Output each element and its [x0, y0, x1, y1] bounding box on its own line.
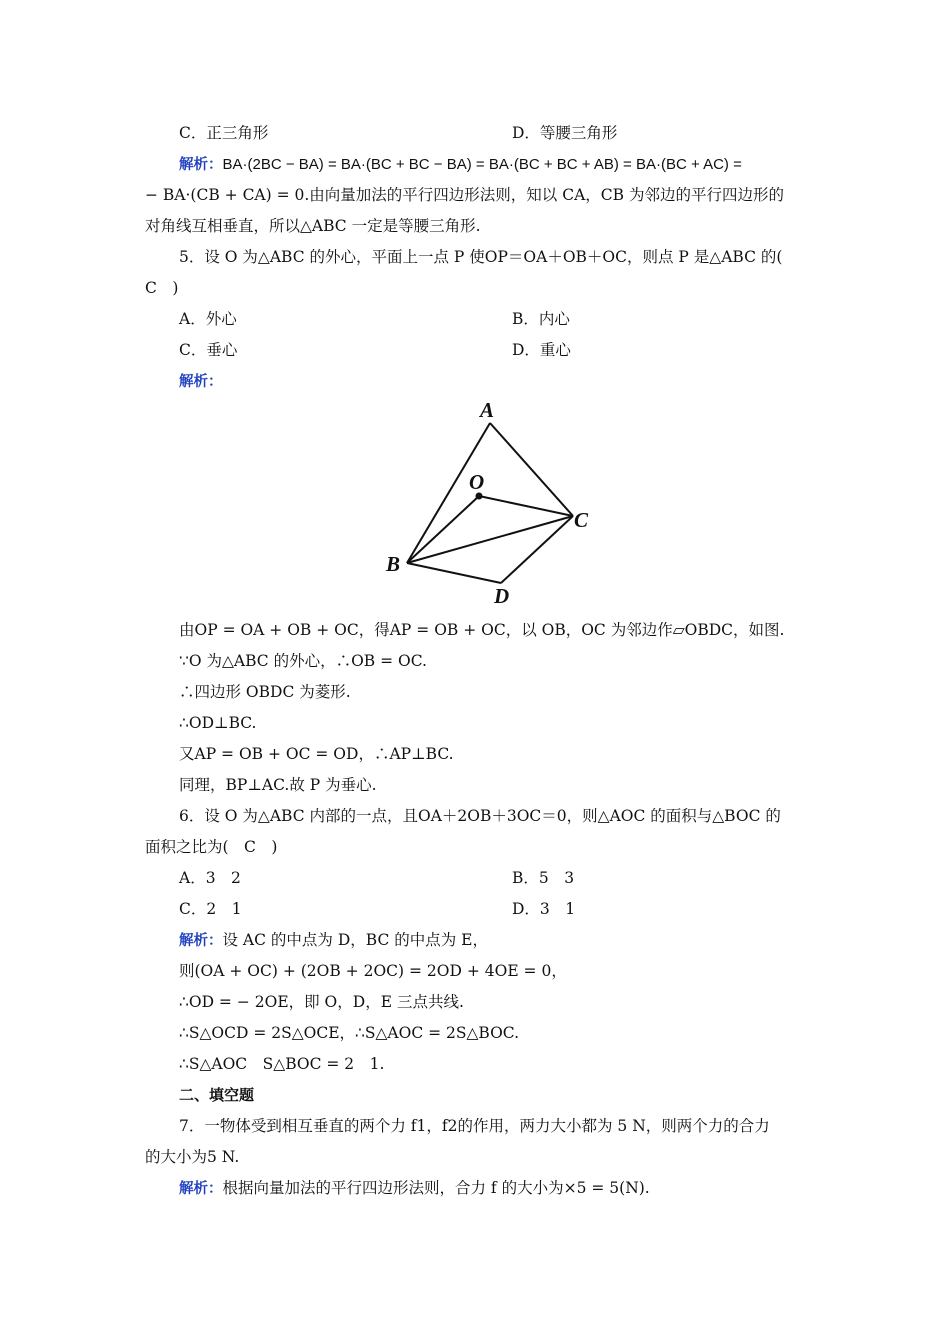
solution-line: ∴S△OCD = 2S△OCE，∴S△AOC = 2S△BOC.: [179, 1024, 520, 1042]
solution-text: 根据向量加法的平行四边形法则，合力 f 的大小为×5 = 5(N).: [222, 1179, 650, 1197]
option-row: [145, 118, 807, 149]
label-o: O: [469, 470, 485, 494]
option-row: [145, 304, 807, 335]
label-d: D: [494, 584, 510, 607]
solution-line: ∴四边形 OBDC 为菱形.: [179, 683, 351, 701]
solution-line: 由OP = OA + OB + OC，得AP = OB + OC，以 OB，OC 为邻边作▱OBDC，如图.: [179, 621, 785, 639]
section-heading: 二、填空题: [179, 1086, 255, 1104]
solution-label: 解析：: [179, 157, 223, 173]
solution-label: 解析：: [179, 1181, 223, 1197]
solution-text: 设 AC 的中点为 D，BC 的中点为 E，: [222, 931, 488, 949]
label-a: A: [480, 399, 495, 422]
option-d: D．重心: [512, 341, 571, 359]
option-b: B．内心: [512, 310, 570, 328]
option-b: B．5 3: [512, 869, 575, 887]
solution-text: BA·(2BC − BA) = BA·(BC + BC − BA) = BA·(BC + BC + AB) = BA·(BC + AC) =: [222, 156, 742, 173]
label-b: B: [386, 552, 401, 576]
solution-line: − BA·(CB + CA) = 0.由向量加法的平行四边形法则，知以 CA，CB 为邻边的平行四边形的: [145, 186, 784, 204]
option-c: C．垂心: [179, 341, 238, 359]
option-d: D．3 1: [512, 900, 576, 918]
solution-line: 对角线互相垂直，所以△ABC 一定是等腰三角形.: [145, 217, 481, 235]
option-c: C．2 1: [179, 900, 242, 918]
parallelogram-diagram: [373, 399, 623, 607]
option-a: A．外心: [179, 310, 237, 328]
option-row: [145, 863, 807, 894]
solution-line: ∵O 为△ABC 的外心，∴OB = OC.: [179, 652, 427, 670]
solution-line: 又AP = OB + OC = OD，∴AP⊥BC.: [179, 745, 454, 763]
segment-bd: [407, 563, 501, 583]
solution-line: [145, 1173, 807, 1204]
option-d: D．等腰三角形: [512, 124, 618, 142]
solution-line: 则(OA + OC) + (2OB + 2OC) = 2OD + 4OE = 0，: [179, 962, 567, 980]
solution-line: ∴OD = − 2OE，即 O，D，E 三点共线.: [179, 993, 464, 1011]
solution-label: 解析：: [179, 374, 223, 390]
option-row: [145, 894, 807, 925]
question-7-stem: 7．一物体受到相互垂直的两个力 f1，f2的作用，两力大小都为 5 N，则两个力的合力: [179, 1117, 770, 1135]
document-page: [145, 118, 807, 1204]
segment-ac: [490, 423, 573, 516]
solution-line: [145, 149, 807, 180]
question-6-stem-cont: 面积之比为( C ): [145, 838, 278, 856]
solution-line: ∴S△AOC S△BOC = 2 1.: [179, 1055, 385, 1073]
question-5-stem: 5．设 O 为△ABC 的外心，平面上一点 P 使OP＝OA＋OB＋OC，则点 P 是△ABC 的(: [179, 248, 783, 266]
geometry-figure: [145, 397, 807, 615]
question-7-answer: 的大小为5 N.: [145, 1148, 240, 1166]
solution-line: 同理，BP⊥AC.故 P 为垂心.: [179, 776, 377, 794]
option-row: [145, 335, 807, 366]
question-5-answer: C ): [145, 279, 179, 297]
option-a: A．3 2: [179, 869, 241, 887]
solution-label: 解析：: [179, 933, 223, 949]
solution-line: [145, 925, 807, 956]
label-c: C: [574, 508, 589, 532]
option-c: C．正三角形: [179, 124, 269, 142]
solution-line: ∴OD⊥BC.: [179, 714, 257, 732]
solution-line: [145, 366, 807, 397]
question-6-stem: 6．设 O 为△ABC 内部的一点，且OA＋2OB＋3OC＝0，则△AOC 的面积与△BOC 的: [179, 807, 781, 825]
